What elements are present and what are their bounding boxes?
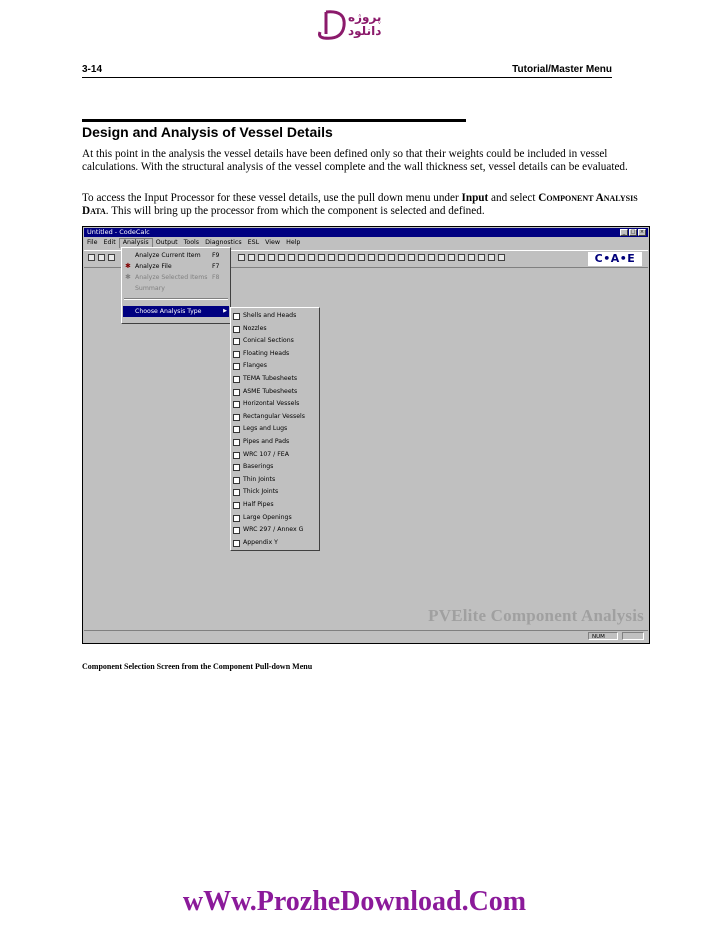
component-tool-icon[interactable]: [488, 254, 495, 261]
submenu-item-large-openings[interactable]: [232, 512, 318, 525]
input-keyword: Input: [461, 192, 489, 204]
leg-icon: [233, 426, 240, 433]
component-tool-icon[interactable]: [258, 254, 265, 261]
submenu-item-label: Thin Joints: [243, 475, 276, 483]
watermark-logo: [312, 6, 402, 46]
component-tool-icon[interactable]: [358, 254, 365, 261]
submenu-item-wrc-297-annex-g[interactable]: [232, 524, 318, 537]
menu-item-analyze-current[interactable]: [123, 250, 229, 261]
analysis-type-submenu: [230, 307, 320, 551]
component-analysis-data-keyword: Component Analysis Data: [82, 192, 638, 217]
maximize-button[interactable]: □: [630, 229, 636, 235]
analysis-dropdown: [121, 247, 231, 324]
submenu-item-label: Flanges: [243, 362, 267, 370]
menu-item-label: Analyze File: [135, 263, 172, 270]
submenu-item-label: Large Openings: [243, 513, 292, 521]
component-tool-icon[interactable]: [498, 254, 505, 261]
app-window: [82, 226, 650, 644]
submenu-item-label: Half Pipes: [243, 501, 274, 508]
menu-output[interactable]: Output: [155, 239, 178, 246]
num-lock-indicator: NUM: [588, 632, 618, 640]
open-file-icon[interactable]: [98, 254, 105, 261]
submenu-item-floating-heads[interactable]: [232, 348, 318, 361]
logo-mark-icon: [312, 6, 352, 46]
paragraph-2-text-c: . This will bring up the processor from which the component is selected and defined.: [105, 204, 485, 217]
tubesheet-icon: [233, 376, 240, 383]
floating-head-icon: [233, 351, 240, 358]
half-pipe-icon: [233, 502, 240, 509]
component-tool-icon[interactable]: [238, 254, 245, 261]
submenu-item-wrc-107-fea[interactable]: [232, 449, 318, 462]
status-pane: [622, 632, 644, 640]
menu-item-label: Summary: [135, 285, 165, 292]
shortcut-key: F9: [212, 252, 220, 259]
page-number: 3-14: [82, 64, 103, 75]
rectangular-vessel-icon: [233, 414, 240, 421]
paragraph-1: At this point in the analysis the vessel details have been defined only so that their weights could be included in vessel calculations. With the structural analysis of the vessel complete and the wall thickness set, vessel details can be evaluated.: [82, 148, 628, 173]
submenu-item-half-pipes[interactable]: [232, 499, 318, 512]
submenu-item-tema-tubesheets[interactable]: [232, 373, 318, 386]
joint-icon: [233, 477, 240, 484]
component-tool-icon[interactable]: [398, 254, 405, 261]
component-tool-icon[interactable]: [418, 254, 425, 261]
submenu-item-label: Thick Joints: [243, 488, 279, 496]
menu-item-choose-analysis-type[interactable]: [123, 306, 229, 317]
submenu-arrow-icon: ▶: [223, 308, 227, 314]
save-file-icon[interactable]: [108, 254, 115, 261]
submenu-item-legs-and-lugs[interactable]: [232, 423, 318, 436]
submenu-item-label: Appendix Y: [243, 538, 278, 546]
paragraph-2-text-a: To access the Input Processor for these vessel details, use the pull down menu under: [82, 192, 462, 204]
component-tool-icon[interactable]: [318, 254, 325, 261]
status-bar: [84, 630, 648, 642]
wrc-icon: [233, 527, 240, 534]
component-tool-icon[interactable]: [278, 254, 285, 261]
component-tool-icon[interactable]: [338, 254, 345, 261]
horizontal-vessel-icon: [233, 401, 240, 408]
submenu-item-flanges[interactable]: [232, 360, 318, 373]
component-tool-icon[interactable]: [408, 254, 415, 261]
menu-file[interactable]: File: [87, 239, 98, 246]
new-file-icon[interactable]: [88, 254, 95, 261]
menu-item-label: Choose Analysis Type: [135, 308, 202, 315]
submenu-item-rectangular-vessels[interactable]: [232, 411, 318, 424]
component-toolbar: [238, 254, 505, 261]
paragraph-2-text-b: and select: [488, 192, 539, 204]
component-tool-icon[interactable]: [268, 254, 275, 261]
component-tool-icon[interactable]: [428, 254, 435, 261]
paragraph-2: [82, 192, 642, 217]
minimize-button[interactable]: _: [620, 229, 628, 236]
submenu-item-thin-joints[interactable]: [232, 474, 318, 487]
shortcut-key: F7: [212, 263, 220, 270]
menu-diagnostics[interactable]: Diagnostics: [205, 239, 242, 246]
section-title: Design and Analysis of Vessel Details: [82, 124, 333, 140]
submenu-item-label: WRC 297 / Annex G: [243, 526, 304, 534]
submenu-item-label: Pipes and Pads: [243, 438, 290, 445]
menu-esl[interactable]: ESL: [247, 239, 260, 246]
menu-view[interactable]: View: [265, 239, 281, 246]
basering-icon: [233, 464, 240, 471]
menu-item-summary: [123, 283, 229, 294]
submenu-item-label: Baserings: [243, 463, 274, 471]
submenu-item-appendix-y[interactable]: [232, 537, 318, 550]
header-rule: [82, 77, 612, 78]
menu-separator: [124, 298, 228, 300]
menu-help[interactable]: Help: [286, 239, 301, 246]
nozzle-icon: [233, 326, 240, 333]
joint-icon: [233, 489, 240, 496]
component-tool-icon[interactable]: [478, 254, 485, 261]
coade-logo: C•A•E: [588, 252, 642, 266]
submenu-item-conical-sections[interactable]: [232, 335, 318, 348]
component-tool-icon[interactable]: [468, 254, 475, 261]
analyze-file-icon: ✱: [125, 262, 131, 270]
menu-item-label: Analyze Current Item: [135, 252, 201, 259]
component-tool-icon[interactable]: [368, 254, 375, 261]
component-tool-icon[interactable]: [248, 254, 255, 261]
figure-caption: Component Selection Screen from the Component Pull-down Menu: [82, 662, 313, 671]
flange-icon: [233, 363, 240, 370]
component-tool-icon[interactable]: [288, 254, 295, 261]
shell-icon: [233, 313, 240, 320]
section-name: Tutorial/Master Menu: [512, 64, 612, 75]
menu-tools[interactable]: Tools: [183, 239, 200, 246]
menu-item-analyze-file[interactable]: [123, 261, 229, 272]
submenu-item-horizontal-vessels[interactable]: [232, 398, 318, 411]
pipe-icon: [233, 439, 240, 446]
close-button[interactable]: ×: [639, 229, 645, 235]
submenu-item-label: ASME Tubesheets: [243, 387, 298, 395]
submenu-item-nozzles[interactable]: [232, 323, 318, 336]
section-rule: [82, 119, 466, 122]
opening-icon: [233, 515, 240, 522]
component-tool-icon[interactable]: [348, 254, 355, 261]
submenu-item-label: Shells and Heads: [243, 312, 297, 319]
window-title: Untitled - CodeCalc: [87, 228, 150, 236]
menu-analysis[interactable]: Analysis: [119, 238, 153, 248]
component-tool-icon[interactable]: [378, 254, 385, 261]
component-tool-icon[interactable]: [388, 254, 395, 261]
watermark-footer: wWw.ProzheDownload.Com: [182, 886, 527, 917]
menu-edit[interactable]: Edit: [103, 239, 116, 246]
submenu-item-label: Legs and Lugs: [243, 425, 288, 433]
menu-item-label: Analyze Selected Items: [135, 274, 208, 281]
background-product-text: PVElite Component Analysis: [428, 606, 644, 625]
submenu-item-label: Horizontal Vessels: [243, 400, 300, 408]
wrc-icon: [233, 452, 240, 459]
analyze-selected-icon: ✱: [125, 273, 131, 281]
title-bar: [84, 228, 648, 237]
component-tool-icon[interactable]: [328, 254, 335, 261]
submenu-item-label: Conical Sections: [243, 337, 294, 345]
component-tool-icon[interactable]: [458, 254, 465, 261]
submenu-item-label: Floating Heads: [243, 349, 290, 357]
submenu-item-label: Rectangular Vessels: [243, 412, 305, 420]
logo-text: پروژه دانلود: [348, 10, 382, 38]
submenu-item-label: Nozzles: [243, 324, 267, 332]
appendix-icon: [233, 540, 240, 547]
cone-icon: [233, 338, 240, 345]
menu-item-analyze-selected: [123, 272, 229, 283]
component-tool-icon[interactable]: [448, 254, 455, 261]
shortcut-key: F8: [212, 274, 220, 281]
component-tool-icon[interactable]: [298, 254, 305, 261]
submenu-item-asme-tubesheets[interactable]: [232, 386, 318, 399]
page-header: [82, 64, 612, 78]
tubesheet-icon: [233, 389, 240, 396]
submenu-item-pipes-and-pads[interactable]: [232, 436, 318, 449]
submenu-item-thick-joints[interactable]: [232, 486, 318, 499]
component-tool-icon[interactable]: [438, 254, 445, 261]
submenu-item-baserings[interactable]: [232, 461, 318, 474]
submenu-item-shells-and-heads[interactable]: [232, 310, 318, 323]
submenu-item-label: WRC 107 / FEA: [243, 450, 289, 458]
component-tool-icon[interactable]: [308, 254, 315, 261]
submenu-item-label: TEMA Tubesheets: [243, 375, 298, 382]
